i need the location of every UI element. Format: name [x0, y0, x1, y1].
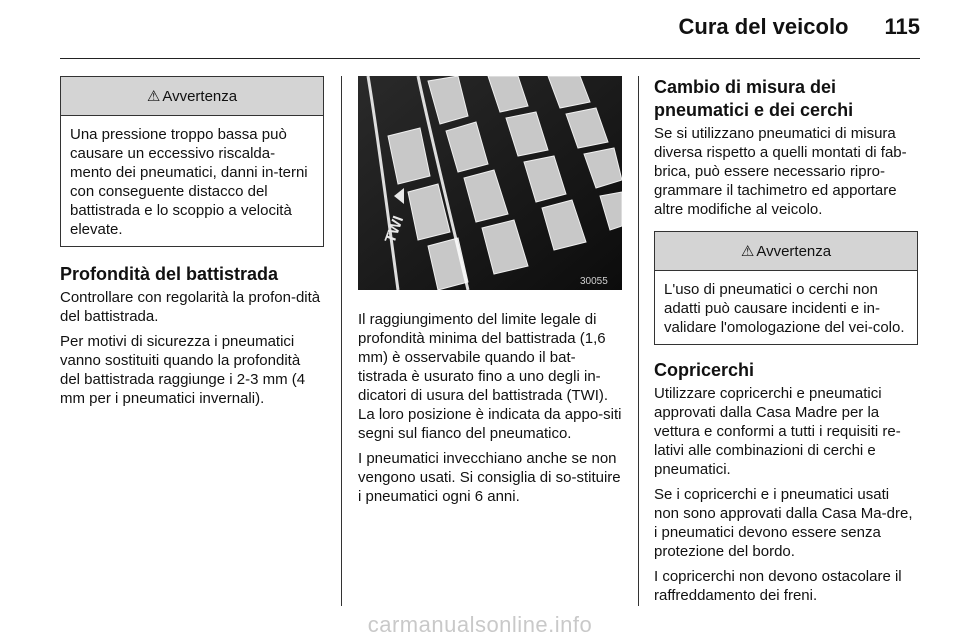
warning-header [61, 77, 323, 116]
section-heading: Cambio di misura dei pneumatici e dei cerchi [654, 77, 854, 120]
page-header [679, 14, 920, 40]
paragraph: I copricerchi non devono ostacolare il raffreddamento dei freni. [654, 568, 902, 604]
warning-text: L'uso di pneumatici o cerchi non adatti può causare incidenti e in-validare l'omologazione del vei-colo. [664, 281, 905, 336]
page-number: 115 [884, 14, 920, 39]
column-divider [638, 76, 639, 606]
warning-title: Avvertenza [162, 87, 238, 105]
paragraph: Per motivi di sicurezza i pneumatici vanno sostituiti quando la profondità del battistrada raggiunge i 2-3 mm (4 mm per i pneumatici invernali). [60, 333, 306, 407]
section-title: Cura del veicolo [678, 14, 849, 39]
paragraph: Se si utilizzano pneumatici di misura diversa rispetto a quelli montati di fab-brica, può essere necessario ripro-grammare il tachimetro ed apportare altre modifiche al veicolo. [654, 125, 907, 218]
section-heading: Profondità del battistrada [60, 264, 279, 284]
warning-icon: ⚠ [740, 242, 755, 260]
column-middle [358, 76, 622, 512]
paragraph: Se i copricerchi e i pneumatici usati non sono approvati dalla Casa Ma-dre, i pneumatici devono essere senza protezione del bordo. [654, 486, 913, 560]
warning-title: Avvertenza [756, 242, 832, 260]
paragraph: I pneumatici invecchiano anche se non vengono usati. Si consiglia di so-stituire i pneumatici ogni 6 anni. [358, 450, 621, 505]
paragraph: Utilizzare copricerchi e pneumatici approvati dalla Casa Madre per la vettura e conformi a tutti i requisiti re-lativi alle combinazioni di cerchi e pneumatici. [654, 385, 901, 478]
warning-body [655, 271, 917, 344]
section-heading: Copricerchi [654, 360, 755, 380]
column-left [60, 76, 324, 414]
warning-body [61, 116, 323, 246]
paragraph: Il raggiungimento del limite legale di profondità minima del battistrada (1,6 mm) è osservabile quando il bat-tistrada è usurato fino a uno degli in-dicatori di usura del battistrada (TWI). La loro posizione è indicata da appo-siti segni sul fianco del pneumatico. [358, 311, 622, 442]
twi-label: TWI [381, 213, 408, 246]
warning-header [655, 232, 917, 271]
paragraph: Controllare con regolarità la profon-dità del battistrada. [60, 289, 321, 325]
header-rule [60, 58, 920, 59]
watermark: carmanualsonline.info [367, 612, 593, 637]
warning-box [60, 76, 324, 247]
column-divider [341, 76, 342, 606]
tire-tread-illustration [358, 76, 622, 290]
warning-box [654, 231, 918, 345]
column-right [654, 76, 918, 611]
image-code: 30055 [580, 276, 608, 287]
warning-text: Una pressione troppo bassa può causare un eccessivo riscalda-mento dei pneumatici, danni in-terni con conseguente distacco del battistrada e lo scoppio a velocità elevate. [70, 126, 308, 238]
warning-icon: ⚠ [146, 87, 161, 105]
